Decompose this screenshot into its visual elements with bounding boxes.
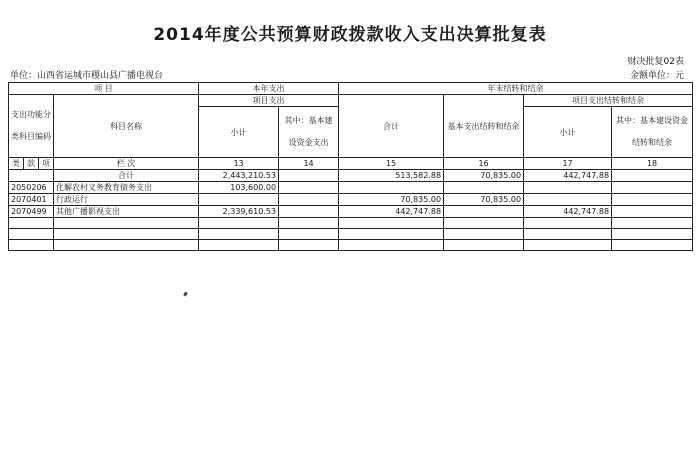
header-lei: 类 — [9, 158, 24, 170]
header-project-exp: 项目支出 — [199, 95, 339, 107]
table-row — [9, 182, 693, 194]
row-name: 合计 — [54, 170, 199, 182]
row-code: 2070401 — [9, 194, 54, 206]
row-name: 化解农村义务教育债务支出 — [54, 182, 199, 194]
header-project-carry: 项目支出结转和结余 — [524, 95, 693, 107]
empty-row — [9, 229, 693, 240]
header-row-4 — [9, 158, 693, 170]
table-row — [9, 194, 693, 206]
cell-c14 — [279, 206, 339, 218]
empty-row — [9, 240, 693, 251]
header-func-class: 支出功能分类科目编码 — [9, 95, 54, 158]
cell-c14 — [279, 182, 339, 194]
row-name: 行政运行 — [54, 194, 199, 206]
header-of-which-infra-carry: 其中：基本建设资金结转和结余 — [612, 107, 693, 158]
cell-c15: 513,582.88 — [339, 170, 444, 182]
header-lanci: 栏 次 — [54, 158, 199, 170]
cell-c17: 442,747.88 — [524, 206, 612, 218]
header-current-year: 本年支出 — [199, 83, 339, 95]
row-code — [9, 170, 54, 182]
cell-c16: 70,835.00 — [444, 194, 524, 206]
cell-c13: 2,443,210.53 — [199, 170, 279, 182]
col-num-13: 13 — [199, 158, 279, 170]
header-basic-carry: 基本支出结转和结余 — [444, 95, 524, 158]
header-kuan: 款 — [24, 158, 39, 170]
cell-c13 — [199, 194, 279, 206]
cell-c18 — [612, 206, 693, 218]
cell-c15: 70,835.00 — [339, 194, 444, 206]
approval-table — [8, 82, 693, 251]
header-row-1 — [9, 83, 693, 95]
cell-c14 — [279, 170, 339, 182]
row-code: 2070499 — [9, 206, 54, 218]
col-num-14: 14 — [279, 158, 339, 170]
cell-c15 — [339, 182, 444, 194]
header-year-end: 年末结转和结余 — [339, 83, 693, 95]
cell-c13: 2,339,610.53 — [199, 206, 279, 218]
cell-c18 — [612, 170, 693, 182]
unit-label: 单位：山西省运城市稷山县广播电视台 — [10, 71, 164, 81]
cell-c18 — [612, 182, 693, 194]
col-num-18: 18 — [612, 158, 693, 170]
col-num-17: 17 — [524, 158, 612, 170]
form-code: 财决批复02表 — [627, 57, 684, 67]
table-row — [9, 206, 693, 218]
cell-c16: 70,835.00 — [444, 170, 524, 182]
cell-c16 — [444, 182, 524, 194]
row-code: 2050206 — [9, 182, 54, 194]
header-subtotal-2: 小计 — [524, 107, 612, 158]
header-xiang: 项 — [39, 158, 54, 170]
row-name: 其他广播影视支出 — [54, 206, 199, 218]
header-item: 项 目 — [9, 83, 199, 95]
header-subtotal: 小计 — [199, 107, 279, 158]
col-num-15: 15 — [339, 158, 444, 170]
cell-c17: 442,747.88 — [524, 170, 612, 182]
table-row — [9, 170, 693, 182]
col-num-16: 16 — [444, 158, 524, 170]
currency-unit-label: 金额单位：元 — [629, 71, 684, 81]
cell-c16 — [444, 206, 524, 218]
cell-c17 — [524, 182, 612, 194]
cell-c14 — [279, 194, 339, 206]
cell-c13: 103,600.00 — [199, 182, 279, 194]
header-row-2 — [9, 95, 693, 107]
header-total: 合计 — [339, 95, 444, 158]
page-title: 2014年度公共预算财政拨款收入支出决算批复表 — [153, 25, 547, 45]
cell-c17 — [524, 194, 612, 206]
header-of-which-infra: 其中：基本建设资金支出 — [279, 107, 339, 158]
cell-c18 — [612, 194, 693, 206]
header-subject-name: 科目名称 — [54, 95, 199, 158]
scan-speck — [183, 292, 188, 297]
cell-c15: 442,747.88 — [339, 206, 444, 218]
empty-row — [9, 218, 693, 229]
